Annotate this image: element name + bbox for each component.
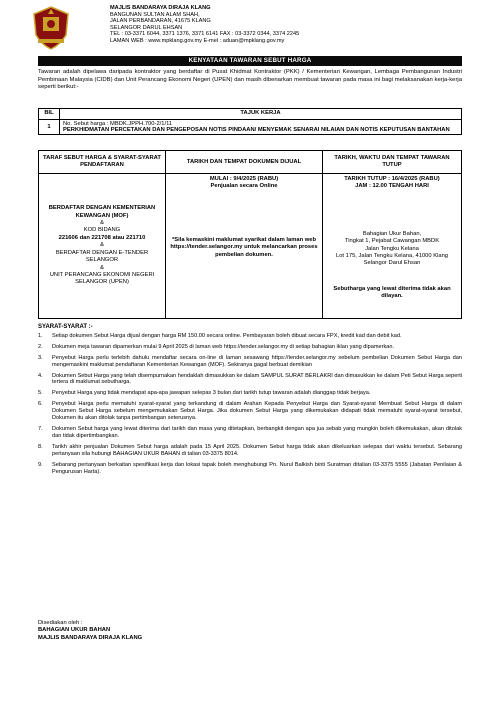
web-email-line: LAMAN WEB : www.mpklang.gov.my E-mel : aduan@mpklang.gov.my bbox=[110, 37, 285, 44]
place-line: Bahagian Ukur Bahan, bbox=[362, 230, 422, 237]
place-line: Jalan Tengku Kelana bbox=[365, 245, 419, 252]
condition-text: Penyebut Harga perlu mematuhi syarat-syarat yang terkandung di dalam Arahan Kepada Penyebut Harga dan Syarat-syarat Membuat Sebut Harga di dalam Dokumen Sebut Harga sebelum mengemukakan Sebut Harga. Jika dokumen Sebut Harga yang dikemukakan didapati tidak mematuhi syarat-syarat tersebut, Dokumen itu akan ditolak tanpa pertimbangan seterusnya. bbox=[52, 401, 462, 422]
mbdk-crest-logo bbox=[30, 5, 72, 51]
closing-date: TARIKH TUTUP : 16/4/2025 (RABU) bbox=[344, 176, 440, 182]
condition-item bbox=[38, 462, 462, 476]
reg-codes: 221606 dan 221708 atau 221710 bbox=[58, 234, 146, 241]
condition-item bbox=[38, 444, 462, 458]
reg-amp: & bbox=[100, 242, 104, 249]
place-line: Tingkat 1, Pejabat Cawangan MBDK bbox=[344, 238, 440, 245]
condition-text: Dokumen meja tawaran dipamerkan mulai 9 April 2025 di laman web https://tender.selangor.my di setiap bahagian iklan yang dipamerkan. bbox=[52, 343, 395, 350]
col-header-registration: TARAF SEBUT HARGA & SYARAT-SYARAT PENDAFTARAN bbox=[39, 151, 166, 174]
condition-number: 1. bbox=[38, 332, 43, 339]
work-title-cell bbox=[60, 120, 462, 135]
reg-amp: & bbox=[100, 220, 104, 227]
signoff-org: MAJLIS BANDARAYA DIRAJA KLANG bbox=[38, 634, 143, 641]
work-title: PERKHIDMATAN PERCETAKAN DAN PENGEPOSAN NOTIS PINDAAN/ MENYEMAK SENARAI NILAIAN DAN NOTIS KEPUTUSAN BANTAHAN bbox=[63, 127, 450, 133]
signoff-label: Disediakan oleh : bbox=[38, 620, 83, 626]
quotation-ref: No. Sebut harga : MBDK.JPPH.700-2/1/11 bbox=[63, 121, 173, 127]
contact-line: TEL : 03-3371 6044, 3371 1376, 3371 6141 FAX : 03-3372 0344, 3374 2245 bbox=[110, 31, 300, 38]
reg-amp: & bbox=[100, 264, 104, 271]
conditions-section bbox=[38, 324, 462, 479]
closing-cell bbox=[323, 174, 462, 319]
condition-number: 7. bbox=[38, 425, 43, 432]
closing-time: JAM : 12.00 TENGAH HARI bbox=[355, 183, 429, 190]
condition-item bbox=[38, 373, 462, 387]
condition-item bbox=[38, 390, 462, 397]
condition-number: 5. bbox=[38, 390, 43, 397]
reg-mof: BERDAFTAR DENGAN KEMENTERIAN KEWANGAN (MOF) bbox=[48, 205, 156, 219]
col-header-document-sale: TARIKH DAN TEMPAT DOKUMEN DIJUAL bbox=[166, 151, 323, 174]
place-line: Selangor Darul Ehsan bbox=[363, 260, 421, 267]
address-line: SELANGOR DARUL EHSAN bbox=[110, 24, 183, 31]
condition-item bbox=[38, 426, 462, 440]
condition-text: Tarikh akhir penjualan Dokumen Sebut harga adalah pada 15 April 2025. Dokumen Sebut harga tidak akan dikeluarkan selepas dari waktu tersebut. Sebarang pertanyaan sila hubungi BAHAGIAN UKUR BAHAN di talian 03-3375 8014. bbox=[52, 443, 462, 457]
condition-text: Penyebut Harga perlu terlebih dahulu mendaftar secara on-line di laman sesawang https://tender.selangor.my sebelum pembelian Dokumen Sebut Harga dan mengemaskini maklumat pendaftaran Kementerian Kewangan (MOF). Sekiranya gagal berbuat demikian bbox=[52, 354, 462, 368]
late-note: Sebutharga yang lewat diterima tidak akan dilayan. bbox=[333, 285, 451, 300]
tajuk-header: TAJUK KERJA bbox=[60, 109, 462, 120]
letterhead bbox=[30, 5, 470, 51]
letterhead-text bbox=[110, 5, 299, 45]
org-name: MAJLIS BANDARAYA DIRAJA KLANG bbox=[110, 5, 211, 11]
condition-item bbox=[38, 401, 462, 422]
condition-item bbox=[38, 355, 462, 369]
condition-text: Penyebut Harga yang tidak mendapat apa-apa jawapan selepas 3 bulan dari tarikh tutup tawaran adalah dianggap tidak berjaya. bbox=[52, 390, 371, 397]
sale-start-date: MULAI : 9/4/2025 (RABU) bbox=[209, 176, 279, 182]
conditions-list bbox=[38, 333, 462, 476]
closing-place bbox=[326, 231, 458, 268]
condition-item bbox=[38, 344, 462, 351]
condition-text: Sebarang pertanyaan berkaitan spesifikasi kerja dan lokasi tapak boleh menghubungi Pn. Nurul Balkish binti Suratman ditalian 03-3375 5555 (Jabatan Penilaian & Pengurusan Harta). bbox=[52, 461, 462, 475]
condition-text: Dokumen Sebut harga yang lewat diterima dari tarikh dan masa yang ditetapkan, berbangkit dengan apa jua sebab yang mungkin boleh dikemukakan, akan ditolak dan tidak dipertimbangkan. bbox=[52, 425, 462, 439]
condition-item bbox=[38, 333, 462, 340]
condition-number: 4. bbox=[38, 372, 43, 379]
signoff bbox=[38, 620, 142, 642]
conditions-heading: SYARAT-SYARAT :- bbox=[38, 324, 93, 330]
condition-number: 9. bbox=[38, 461, 43, 468]
quotation-details-table bbox=[38, 150, 462, 319]
reg-kod-bidang: KOD BIDANG bbox=[83, 227, 121, 234]
condition-number: 6. bbox=[38, 401, 43, 408]
reg-upen: UNIT PERANCANG EKONOMI NEGERI SELANGOR (UPEN) bbox=[49, 271, 155, 286]
reg-etender: BERDAFTAR DENGAN E-TENDER SELANGOR bbox=[55, 249, 149, 264]
signoff-dept: BAHAGIAN UKUR BAHAN bbox=[38, 627, 111, 634]
condition-number: 3. bbox=[38, 354, 43, 361]
document-sale-cell bbox=[166, 174, 323, 319]
address-line: JALAN PERBANDARAN, 41675 KLANG bbox=[110, 18, 211, 25]
place-line: Lot 175, Jalan Tengku Kelana, 41000 Klang bbox=[335, 253, 449, 260]
notice-title: KENYATAAN TAWARAN SEBUT HARGA bbox=[38, 56, 462, 66]
condition-number: 2. bbox=[38, 343, 43, 350]
item-number: 1 bbox=[39, 120, 60, 135]
bil-header: BIL bbox=[39, 109, 60, 120]
registration-cell bbox=[39, 174, 166, 319]
condition-text: Dokumen Sebut Harga yang telah disempurnakan hendaklah dimasukkan ke dalam SAMPUL SURAT BERLAKRI dan dimasukkan ke dalam Peti Sebut Harga seperti tertera di maklumat sebutharga. bbox=[52, 372, 462, 386]
intro-paragraph: Tawaran adalah dipelawa daripada kontraktor yang berdaftar di Pusat Khidmat Kontraktor (PKK) / Kementerian Kewangan, Lembaga Pembangunan Industri Pembinaan Malaysia (CIDB) dan Unit Perancang Ekonomi Negeri (UPEN) dan masih dibenarkan membuat tawaran pada masa ini bagi melaksanakan kerja-kerja seperti berikut:- bbox=[38, 69, 462, 91]
condition-number: 8. bbox=[38, 443, 43, 450]
sale-mode: Penjualan secara Online bbox=[210, 183, 278, 190]
work-title-table bbox=[38, 108, 462, 135]
address-line: BANGUNAN SULTAN ALAM SHAH, bbox=[110, 11, 200, 18]
sale-note: *Sila kemaskini maklumat syarikat dalam laman web https://tender.selangor.my untuk melancarkan proses pembelian dokumen. bbox=[170, 236, 318, 258]
col-header-closing: TARIKH, WAKTU DAN TEMPAT TAWARAN TUTUP bbox=[323, 151, 462, 174]
condition-text: Setiap dokumen Sebut Harga dijual dengan harga RM 150.00 secara online. Pembayaran boleh dibuat secara FPX, kredit kad dan debit kad. bbox=[52, 332, 402, 339]
